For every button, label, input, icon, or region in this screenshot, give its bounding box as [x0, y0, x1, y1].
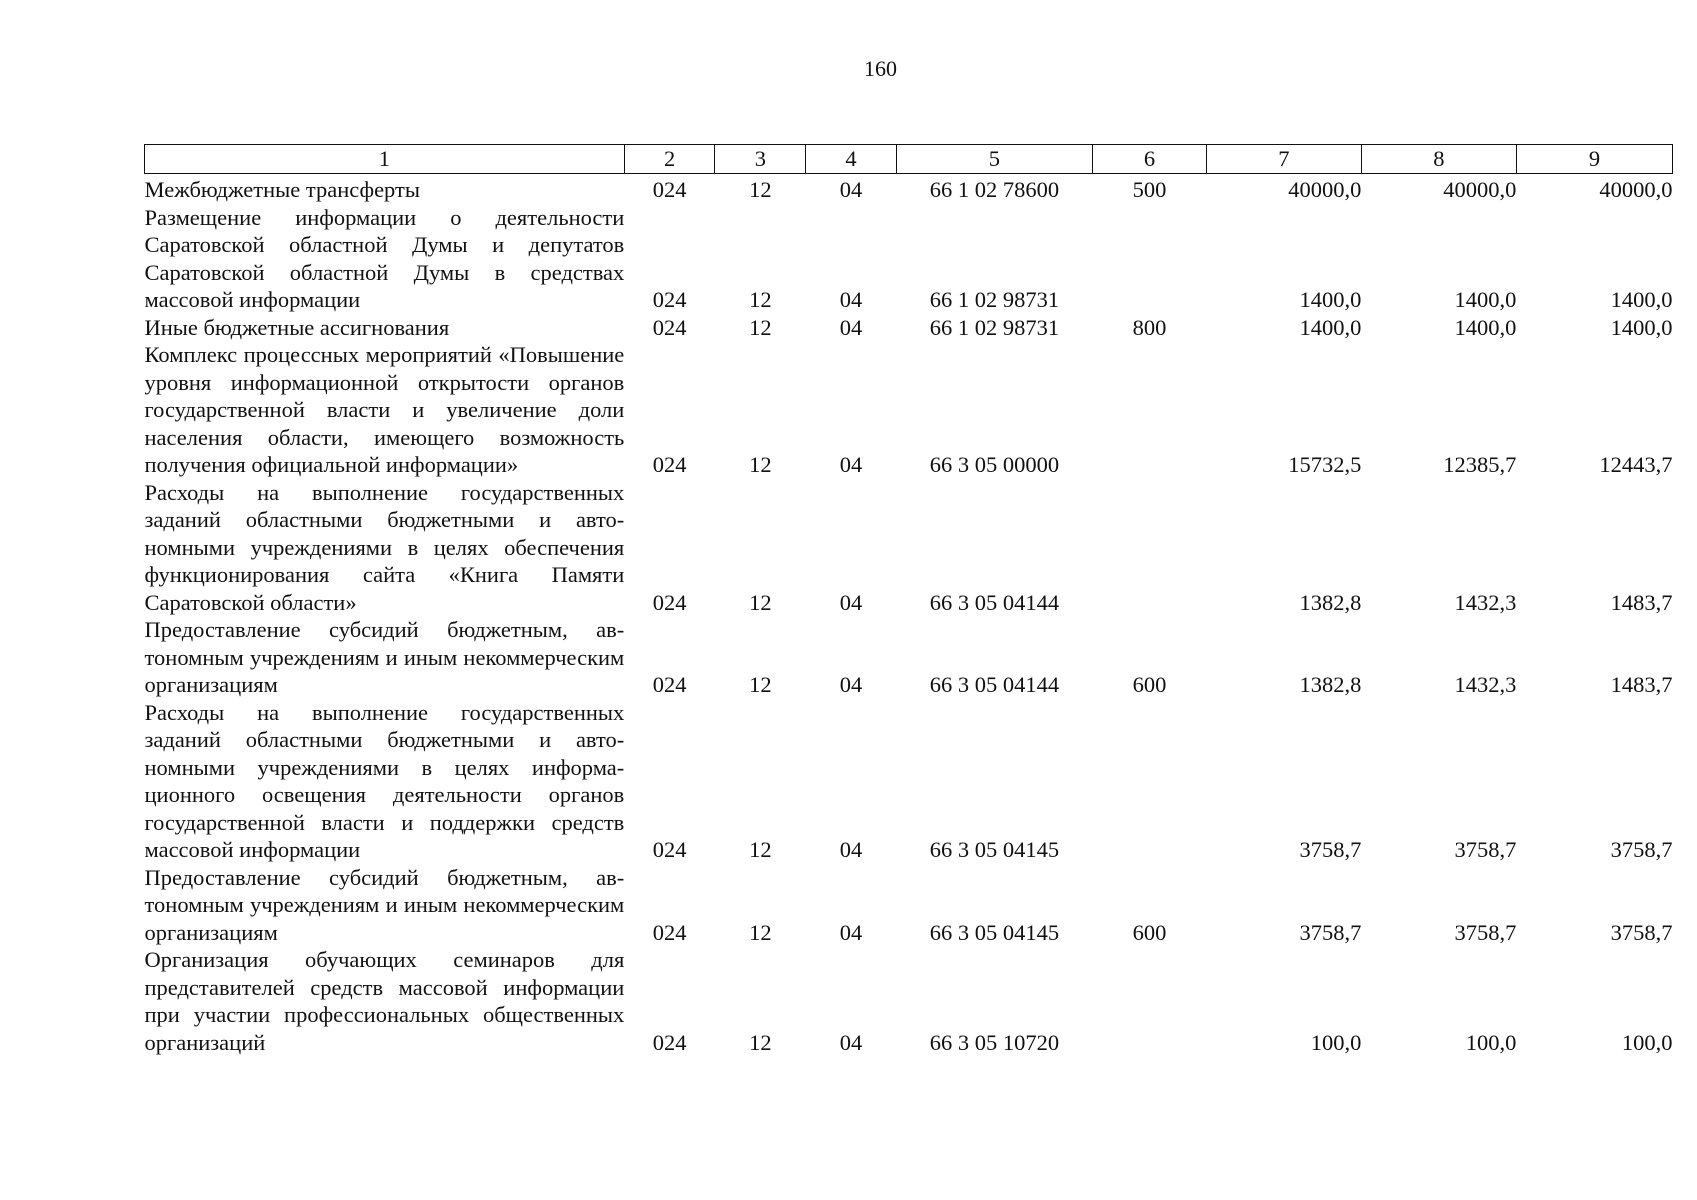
amount-col8: 40000,0	[1443, 177, 1517, 202]
target-article: 66 3 05 04145	[929, 919, 1060, 945]
column-header: 7	[1206, 145, 1361, 174]
page-number: 160	[864, 56, 897, 81]
table-row	[145, 204, 1673, 314]
column-number-header	[145, 145, 1673, 174]
column-header: 3	[715, 145, 806, 174]
admin-code: 024	[652, 177, 687, 202]
admin-code: 024	[652, 1029, 687, 1055]
target-article: 66 1 02 78600	[929, 177, 1060, 202]
amount-col8: 3758,7	[1454, 919, 1517, 945]
subsection-code: 04	[839, 919, 863, 945]
expense-type: 500	[1132, 177, 1167, 202]
column-header: 2	[624, 145, 715, 174]
target-article: 66 3 05 00000	[929, 452, 1060, 477]
section-code: 12	[749, 452, 772, 477]
amount-col9: 40000,0	[1599, 177, 1673, 202]
admin-code: 024	[652, 672, 687, 697]
expense-type	[1093, 946, 1207, 1056]
expense-type	[1093, 479, 1207, 617]
subsection-code: 04	[839, 177, 863, 202]
amount-col8: 1400,0	[1454, 287, 1517, 312]
amount-col7: 1400,0	[1299, 314, 1362, 340]
table-row	[145, 699, 1673, 864]
expense-type: 600	[1132, 672, 1167, 697]
expense-type: 600	[1132, 919, 1167, 945]
target-article: 66 3 05 04144	[929, 672, 1060, 697]
expense-type	[1093, 204, 1207, 314]
amount-col7: 3758,7	[1299, 837, 1362, 862]
subsection-code: 04	[839, 1029, 863, 1055]
amount-col7: 1382,8	[1299, 589, 1362, 615]
amount-col7: 1400,0	[1299, 287, 1362, 312]
amount-col8: 100,0	[1465, 1029, 1517, 1055]
table-row	[145, 864, 1673, 947]
amount-col7: 40000,0	[1288, 177, 1362, 202]
amount-col9: 1400,0	[1610, 287, 1673, 312]
section-code: 12	[749, 919, 772, 945]
table-row	[145, 174, 1673, 204]
amount-col8: 3758,7	[1454, 837, 1517, 862]
row-name: Предоставление субсидий бюджетным, автономным учреждениям и иным некоммерческим организациям	[144, 864, 625, 945]
column-header: 1	[145, 145, 625, 174]
row-name: Предоставление субсидий бюджетным, автономным учреждениям и иным некоммерческим организациям	[144, 617, 625, 697]
subsection-code: 04	[839, 672, 863, 697]
subsection-code: 04	[839, 452, 863, 477]
amount-col9: 100,0	[1621, 1029, 1673, 1055]
amount-col8: 1400,0	[1454, 314, 1517, 340]
amount-col9: 3758,7	[1610, 919, 1673, 945]
target-article: 66 3 05 04145	[929, 837, 1060, 862]
amount-col7: 3758,7	[1299, 919, 1362, 945]
section-code: 12	[749, 589, 772, 615]
amount-col7: 1382,8	[1299, 672, 1362, 697]
row-name: Расходы на выполнение государственных заданий областными бюджетными и автономными учреждениями в целях обеспечения функционирования сайта «Книга Памяти Саратовской области»	[144, 479, 625, 615]
row-name: Иные бюджетные ассигнования	[144, 314, 450, 340]
table-row	[145, 946, 1673, 1056]
row-name: Расходы на выполнение государственных заданий областными бюджетными и автономными учреждениями в целях информационного освещения деятельности органов государственной власти и поддержки средств массовой информации	[144, 699, 625, 862]
amount-col8: 1432,3	[1454, 589, 1517, 615]
target-article: 66 3 05 04144	[929, 589, 1060, 615]
section-code: 12	[749, 177, 772, 202]
section-code: 12	[749, 314, 772, 340]
subsection-code: 04	[839, 837, 863, 862]
amount-col8: 1432,3	[1454, 672, 1517, 697]
subsection-code: 04	[839, 314, 863, 340]
target-article: 66 1 02 98731	[929, 287, 1060, 312]
section-code: 12	[749, 287, 772, 312]
column-header: 4	[806, 145, 897, 174]
table-row	[145, 314, 1673, 342]
section-code: 12	[749, 672, 772, 697]
table-row	[145, 341, 1673, 479]
admin-code: 024	[652, 837, 687, 862]
subsection-code: 04	[839, 287, 863, 312]
amount-col9: 3758,7	[1610, 837, 1673, 862]
column-header: 9	[1516, 145, 1672, 174]
section-code: 12	[749, 837, 772, 862]
column-header: 5	[896, 145, 1092, 174]
target-article: 66 1 02 98731	[929, 314, 1060, 340]
row-name: Межбюджетные трансферты	[144, 177, 420, 202]
row-name: Организация обучающих семинаров для представителей средств массовой информации при участии профессиональных общественных организаций	[144, 947, 625, 1055]
admin-code: 024	[652, 589, 687, 615]
column-header: 8	[1361, 145, 1516, 174]
table-row	[145, 479, 1673, 617]
section-code: 12	[749, 1029, 772, 1055]
amount-col8: 12385,7	[1443, 452, 1517, 477]
budget-table	[144, 144, 1673, 1056]
row-name: Размещение информации о деятельности Саратовской областной Думы и депутатов Саратовской областной Думы в средствах массовой информации	[144, 204, 625, 312]
table-row	[145, 616, 1673, 699]
amount-col9: 1483,7	[1610, 589, 1673, 615]
target-article: 66 3 05 10720	[929, 1029, 1060, 1055]
admin-code: 024	[652, 919, 687, 945]
expense-type	[1093, 341, 1207, 479]
amount-col7: 100,0	[1310, 1029, 1362, 1055]
amount-col9: 1400,0	[1610, 314, 1673, 340]
expense-type: 800	[1132, 314, 1167, 340]
subsection-code: 04	[839, 589, 863, 615]
amount-col7: 15732,5	[1288, 452, 1362, 477]
admin-code: 024	[652, 452, 687, 477]
row-name: Комплекс процессных мероприятий «Повышение уровня информационной открытости органов государственной власти и увеличение доли населения области, имеющего возможность получения официальной информации»	[144, 342, 625, 477]
amount-col9: 12443,7	[1599, 452, 1673, 477]
amount-col9: 1483,7	[1610, 672, 1673, 697]
admin-code: 024	[652, 314, 687, 340]
admin-code: 024	[652, 287, 687, 312]
column-header: 6	[1093, 145, 1207, 174]
expense-type	[1093, 699, 1207, 864]
